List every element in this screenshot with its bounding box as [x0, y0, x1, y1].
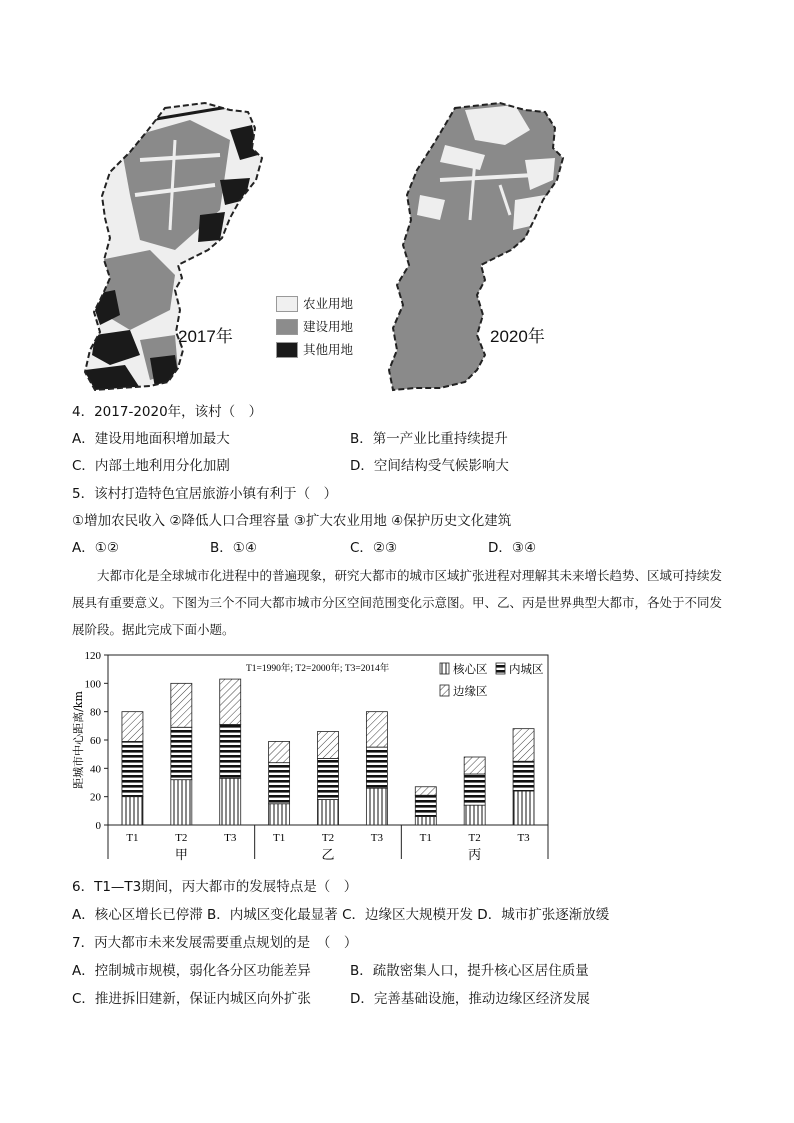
q5-option-b[interactable]: B．①④: [210, 540, 257, 556]
y-tick-label: 100: [84, 678, 101, 691]
map-2017-year: 2017年: [178, 327, 233, 346]
map-2020: [385, 100, 585, 392]
legend-swatch: [440, 663, 449, 674]
legend-label-agri: 农业用地: [303, 296, 354, 311]
x-tick-label: T3: [224, 832, 237, 844]
bar-core: [220, 778, 241, 825]
bar-core: [269, 804, 290, 825]
x-tick-label: T3: [370, 832, 384, 844]
bar-edge: [513, 729, 534, 762]
x-tick-label: T1: [126, 832, 139, 844]
y-tick-label: 60: [90, 735, 101, 747]
legend-swatch: [496, 663, 505, 674]
x-tick-label: T3: [517, 832, 530, 844]
x-tick-label: T1: [272, 832, 286, 844]
group-label: 丙: [468, 848, 482, 863]
map-2017: [80, 100, 280, 392]
bar-edge: [415, 787, 436, 796]
chart-svg: [68, 645, 558, 865]
passage-text: 大都市化是全球城市化进程中的普遍现象，研究大都市的城市区域扩张进程对理解其未来增长趋势、区域可持续发展具有重要意义。下图为三个不同大都市城市分区空间范围变化示意图。甲、乙、丙是世界典型大都市，各处于不同发展阶段。据此完成下面小题。: [72, 568, 723, 637]
y-tick-label: 120: [84, 650, 101, 662]
legend-swatch-construction: [276, 319, 298, 335]
bar-core: [318, 800, 339, 826]
q4-option-b[interactable]: B．第一产业比重持续提升: [350, 431, 508, 447]
bar-chart: [68, 645, 558, 865]
bar-inner: [122, 741, 143, 796]
q5-option-d[interactable]: D．③④: [488, 540, 537, 556]
x-tick-label: T1: [419, 832, 432, 844]
bar-edge: [220, 679, 241, 724]
bar-edge: [122, 712, 143, 742]
y-axis-label: 距城市中心距离/km: [72, 691, 85, 789]
passage: [72, 562, 722, 643]
bar-inner: [171, 727, 192, 779]
bar-edge: [171, 683, 192, 727]
x-tick-label: T2: [175, 832, 188, 844]
bar-inner: [220, 724, 241, 778]
q4-option-d[interactable]: D．空间结构受气候影响大: [350, 458, 509, 474]
y-tick-label: 0: [95, 820, 101, 832]
bar-inner: [269, 763, 290, 804]
q5-stem: 5．该村打造特色宜居旅游小镇有利于（ ）: [72, 486, 338, 502]
bar-edge: [318, 732, 339, 759]
legend-label: 内城区: [509, 662, 544, 676]
group-label: 甲: [174, 848, 188, 863]
x-tick-label: T2: [468, 832, 481, 844]
q4-stem: 4．2017-2020年，该村（ ）: [72, 404, 263, 420]
legend-label-other: 其他用地: [303, 342, 354, 357]
q5-items: ①增加农民收入 ②降低人口合理容量 ③扩大农业用地 ④保护历史文化建筑: [72, 513, 512, 529]
legend-label: 核心区: [453, 662, 488, 676]
bar-edge: [464, 757, 485, 774]
legend-swatch-other: [276, 342, 298, 358]
bar-core: [122, 797, 143, 825]
q7-option-a[interactable]: A．控制城市规模，弱化各分区功能差异: [72, 963, 311, 979]
group-label: 乙: [321, 848, 335, 863]
y-tick-label: 80: [90, 706, 101, 719]
bar-edge: [269, 741, 290, 762]
bar-core: [464, 805, 485, 825]
bar-inner: [415, 795, 436, 816]
q7-option-d[interactable]: D．完善基础设施，推动边缘区经济发展: [350, 991, 590, 1007]
legend-label: 边缘区: [453, 684, 488, 698]
bar-core: [513, 791, 534, 825]
bar-edge: [366, 712, 387, 747]
y-tick-label: 40: [90, 763, 101, 776]
map-2020-year: 2020年: [490, 327, 545, 346]
q4-option-c[interactable]: C．内部土地利用分化加剧: [72, 458, 230, 474]
y-tick-label: 20: [90, 791, 101, 804]
q5-option-c[interactable]: C．②③: [350, 540, 398, 556]
q6-options[interactable]: A．核心区增长已停滞 B．内城区变化最显著 C．边缘区大规模开发 D．城市扩张逐渐放缓: [72, 907, 610, 923]
bar-core: [171, 780, 192, 825]
q7-option-b[interactable]: B．疏散密集人口，提升核心区居住质量: [350, 963, 589, 979]
x-tick-label: T2: [321, 832, 335, 844]
bar-inner: [318, 758, 339, 799]
q7-option-c[interactable]: C．推进拆旧建新，保证内城区向外扩张: [72, 991, 311, 1007]
bar-core: [415, 817, 436, 826]
q6-stem: 6．T1—T3期间，丙大都市的发展特点是（ ）: [72, 879, 358, 895]
bar-inner: [464, 774, 485, 805]
bar-core: [366, 788, 387, 825]
chart-annotation: T1=1990年; T2=2000年; T3=2014年: [246, 664, 390, 674]
legend-swatch: [440, 685, 449, 696]
q7-stem: 7．丙大都市未来发展需要重点规划的是 （ ）: [72, 935, 358, 951]
q4-option-a[interactable]: A．建设用地面积增加最大: [72, 431, 230, 447]
bar-inner: [513, 761, 534, 791]
q5-option-a[interactable]: A．①②: [72, 540, 119, 556]
bar-inner: [366, 747, 387, 788]
legend-swatch-agri: [276, 296, 298, 312]
legend-label-construction: 建设用地: [303, 319, 354, 334]
